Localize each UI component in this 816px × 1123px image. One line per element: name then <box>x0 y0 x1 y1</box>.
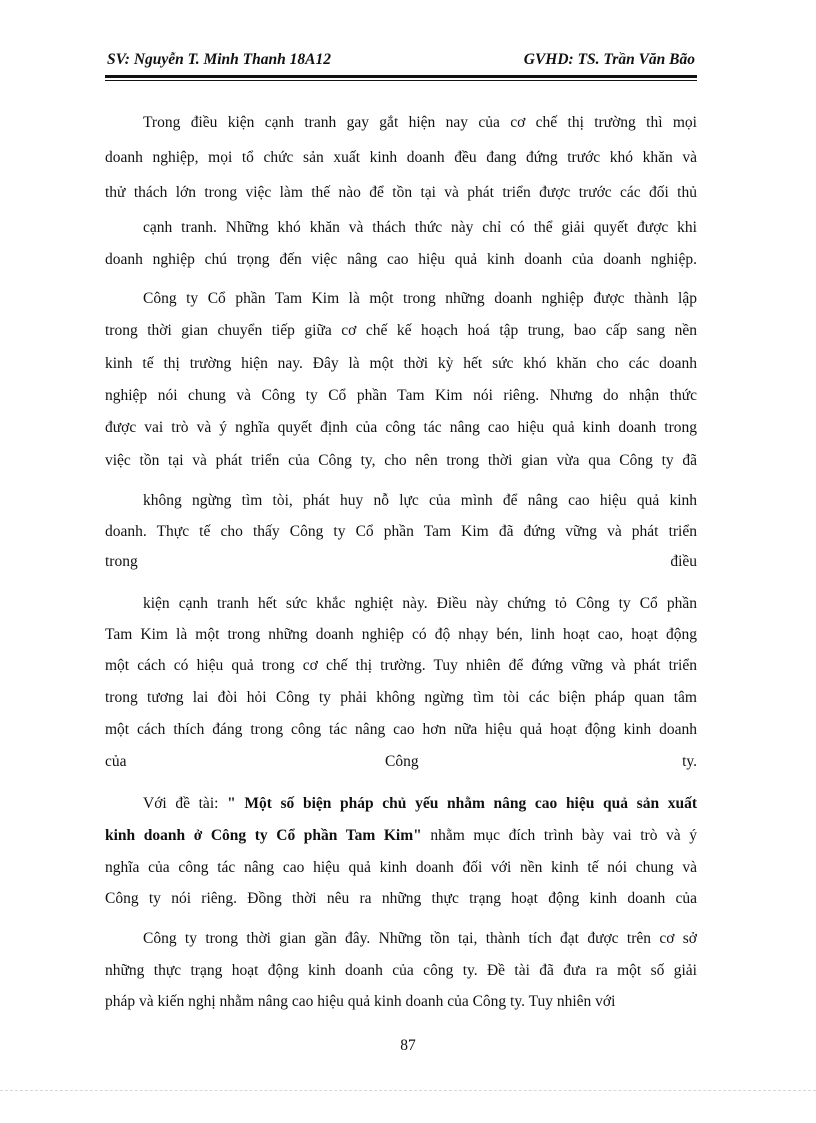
text-line: một cách có hiệu quả trong cơ chế thị trường. Tuy nhiên để đứng vững và phát triển <box>105 657 697 674</box>
student-name: SV: Nguyễn T. Minh Thanh 18A12 <box>107 51 331 68</box>
text-word: ty. <box>682 753 697 770</box>
text-line-title <box>105 826 697 846</box>
text-line: Trong điều kiện cạnh tranh gay gắt hiện nay của cơ chế thị trường thì mọi <box>143 114 697 131</box>
text-line: nghĩa của công tác nâng cao hiệu quả kinh doanh đối với nền kinh tế nói chung và <box>105 859 697 876</box>
text-line: doanh nghiệp chú trọng đến việc nâng cao hiệu quả kinh doanh của doanh nghiệp. <box>105 251 697 268</box>
text-line: việc tồn tại và phát triển của Công ty, cho nên trong thời gian vừa qua Công ty đã <box>105 452 697 469</box>
text-line: Tam Kim là một trong những doanh nghiệp có độ nhạy bén, linh hoạt cao, hoạt động <box>105 626 697 643</box>
page-bottom-divider <box>0 1090 816 1091</box>
header-rule-thick <box>105 75 697 78</box>
text-line: kiện cạnh tranh hết sức khắc nghiệt này. Điều này chứng tỏ Công ty Cổ phần <box>143 595 697 612</box>
text-line: pháp và kiến nghị nhằm nâng cao hiệu quả kinh doanh của Công ty. Tuy nhiên với <box>105 993 616 1010</box>
page-number: 87 <box>400 1037 416 1054</box>
text-line: cạnh tranh. Những khó khăn và thách thức này chỉ có thể giải quyết được khi <box>143 219 697 236</box>
text-word: của <box>105 753 127 770</box>
text-word: điều <box>670 553 697 570</box>
text-line: kinh tế thị trường hiện nay. Đây là một thời kỳ hết sức khó khăn cho các doanh <box>105 355 697 372</box>
text-line: trong thời gian chuyển tiếp giữa cơ chế kế hoạch hoá tập trung, bao cấp sang nền <box>105 322 697 339</box>
text-line: thử thách lớn trong việc làm thế nào để tồn tại và phát triển được trước các đối thủ <box>105 184 697 201</box>
text-word: trong <box>105 553 138 570</box>
text-line: Công ty Cổ phần Tam Kim là một trong những doanh nghiệp được thành lập <box>143 290 697 307</box>
header-rule-thin <box>105 80 697 81</box>
text-line: Công ty nói riêng. Đồng thời nêu ra những thực trạng hoạt động kinh doanh của <box>105 890 697 907</box>
text-line: trong tương lai đòi hỏi Công ty phải không ngừng tìm tòi các biện pháp quan tâm <box>105 689 697 706</box>
advisor-name: GVHD: TS. Trần Văn Bão <box>523 51 695 68</box>
thesis-title-part-b: kinh doanh ở Công ty Cổ phần Tam Kim" <box>105 827 422 844</box>
thesis-title-part-a: " Một số biện pháp chủ yếu nhằm nâng cao hiệu quả sản xuất <box>227 795 697 812</box>
text-line: Công ty trong thời gian gần đây. Những tồn tại, thành tích đạt được trên cơ sở <box>143 930 697 947</box>
text-line: những thực trạng hoạt động kinh doanh của công ty. Đề tài đã đưa ra một số giải <box>105 962 697 979</box>
text-word: Với đề tài: <box>143 795 228 812</box>
text-line: doanh nghiệp, mọi tổ chức sản xuất kinh doanh đều đang đứng trước khó khăn và <box>105 149 697 166</box>
page-header <box>105 49 697 73</box>
text-line: một cách thích đáng trong công tác nâng cao hơn nữa hiệu quả hoạt động kinh doanh <box>105 721 697 738</box>
text-line-title <box>143 794 697 814</box>
text-line: được vai trò và ý nghĩa quyết định của công tác nâng cao hiệu quả kinh doanh trong <box>105 419 697 436</box>
text-word: Công <box>385 753 419 770</box>
text-word: nhằm mục đích trình bày vai trò và ý <box>421 827 697 844</box>
text-line: doanh. Thực tế cho thấy Công ty Cổ phần Tam Kim đã đứng vững và phát triển <box>105 523 697 540</box>
text-line: nghiệp nói chung và Công ty Cổ phần Tam Kim nói riêng. Nhưng do nhận thức <box>105 387 697 404</box>
text-line: không ngừng tìm tòi, phát huy nỗ lực của mình để nâng cao hiệu quả kinh <box>143 492 697 509</box>
